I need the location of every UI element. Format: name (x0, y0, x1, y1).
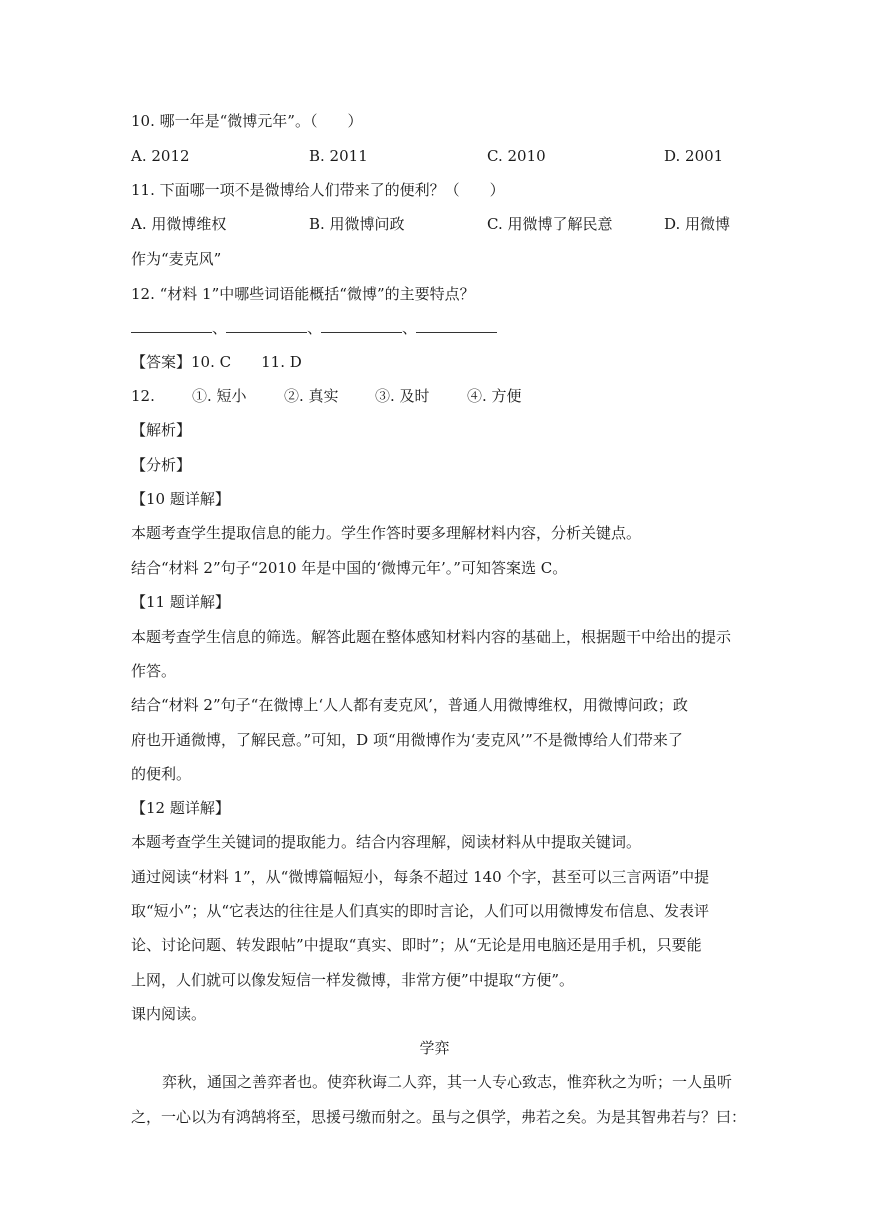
separator: 、 (307, 319, 323, 337)
reading-title: 学弈 (419, 1039, 450, 1057)
q10-question: 10. 哪一年是“微博元年”。（ ） (131, 112, 363, 130)
answer-12-item-2: ②. 真实 (284, 387, 339, 405)
paragraph: 作答。 (131, 662, 177, 680)
paragraph: 论、讨论问题、转发跟帖”中提取“真实、即时”；从“无论是用电脑还是用手机，只要能 (131, 936, 702, 954)
paragraph: 结合“材料 2”句子“2010 年是中国的‘微博元年’。”可知答案选 C。 (131, 559, 568, 577)
q11-option-d[interactable]: D. 用微博 (664, 215, 731, 233)
paragraph: 本题考查学生信息的筛选。解答此题在整体感知材料内容的基础上，根据题干中给出的提示 (131, 628, 732, 646)
paragraph: 取“短小”；从“它表达的往往是人们真实的即时言论，人们可以用微博发布信息、发表评 (131, 902, 710, 920)
reading-intro: 课内阅读。 (131, 1005, 207, 1023)
answer-12-item-3: ③. 及时 (375, 387, 430, 405)
blank-1[interactable] (131, 318, 212, 333)
q11-option-a[interactable]: A. 用微博维权 (131, 215, 227, 233)
reading-paragraph: 弈秋，通国之善弈者也。使弈秋诲二人弈，其一人专心致志，惟弈秋之为听；一人虽听 (162, 1073, 733, 1091)
paragraph: 的便利。 (131, 765, 192, 783)
q10-option-a[interactable]: A. 2012 (131, 147, 190, 165)
blank-3[interactable] (321, 318, 402, 333)
q10-option-c[interactable]: C. 2010 (487, 147, 546, 165)
section-fenxi: 【分析】 (131, 456, 192, 474)
answer-12-item-4: ④. 方便 (467, 387, 522, 405)
heading-q10-detail: 【10 题详解】 (131, 490, 230, 508)
q11-option-b[interactable]: B. 用微博问政 (309, 215, 405, 233)
q12-blanks (131, 318, 497, 338)
q10-option-b[interactable]: B. 2011 (309, 147, 368, 165)
q10-option-d[interactable]: D. 2001 (664, 147, 724, 165)
paragraph: 上网，人们就可以像发短信一样发微博，非常方便”中提取“方便”。 (131, 971, 575, 989)
blank-2[interactable] (226, 318, 307, 333)
q11-option-c[interactable]: C. 用微博了解民意 (487, 215, 613, 233)
separator: 、 (402, 319, 418, 337)
answer-line-1: 【答案】10. C 11. D (131, 353, 302, 371)
reading-paragraph: 之，一心以为有鸿鹄将至，思援弓缴而射之。虽与之俱学，弗若之矣。为是其智弗若与？曰： (131, 1108, 747, 1126)
answer-12-item-1: ①. 短小 (192, 387, 247, 405)
q11-option-d-continued: 作为“麦克风” (131, 250, 222, 268)
section-jiexi: 【解析】 (131, 421, 192, 439)
heading-q11-detail: 【11 题详解】 (131, 593, 230, 611)
heading-q12-detail: 【12 题详解】 (131, 799, 230, 817)
paragraph: 本题考查学生关键词的提取能力。结合内容理解，阅读材料从中提取关键词。 (131, 833, 642, 851)
paragraph: 府也开通微博，了解民意。”可知，D 项“用微博作为‘麦克风’”不是微博给人们带来了 (131, 731, 683, 749)
paragraph: 结合“材料 2”句子“在微博上‘人人都有麦克风’，普通人用微博维权，用微博问政；政 (131, 696, 688, 714)
q12-question: 12. “材料 1”中哪些词语能概括“微博”的主要特点？ (131, 285, 475, 303)
q11-question: 11. 下面哪一项不是微博给人们带来了的便利？（ ） (131, 181, 505, 199)
blank-4[interactable] (416, 318, 497, 333)
paragraph: 通过阅读“材料 1”，从“微博篇幅短小，每条不超过 140 个字，甚至可以三言两语”中提 (131, 868, 710, 886)
answer-12-number: 12. (131, 387, 155, 405)
separator: 、 (212, 319, 228, 337)
paragraph: 本题考查学生提取信息的能力。学生作答时要多理解材料内容，分析关键点。 (131, 524, 642, 542)
